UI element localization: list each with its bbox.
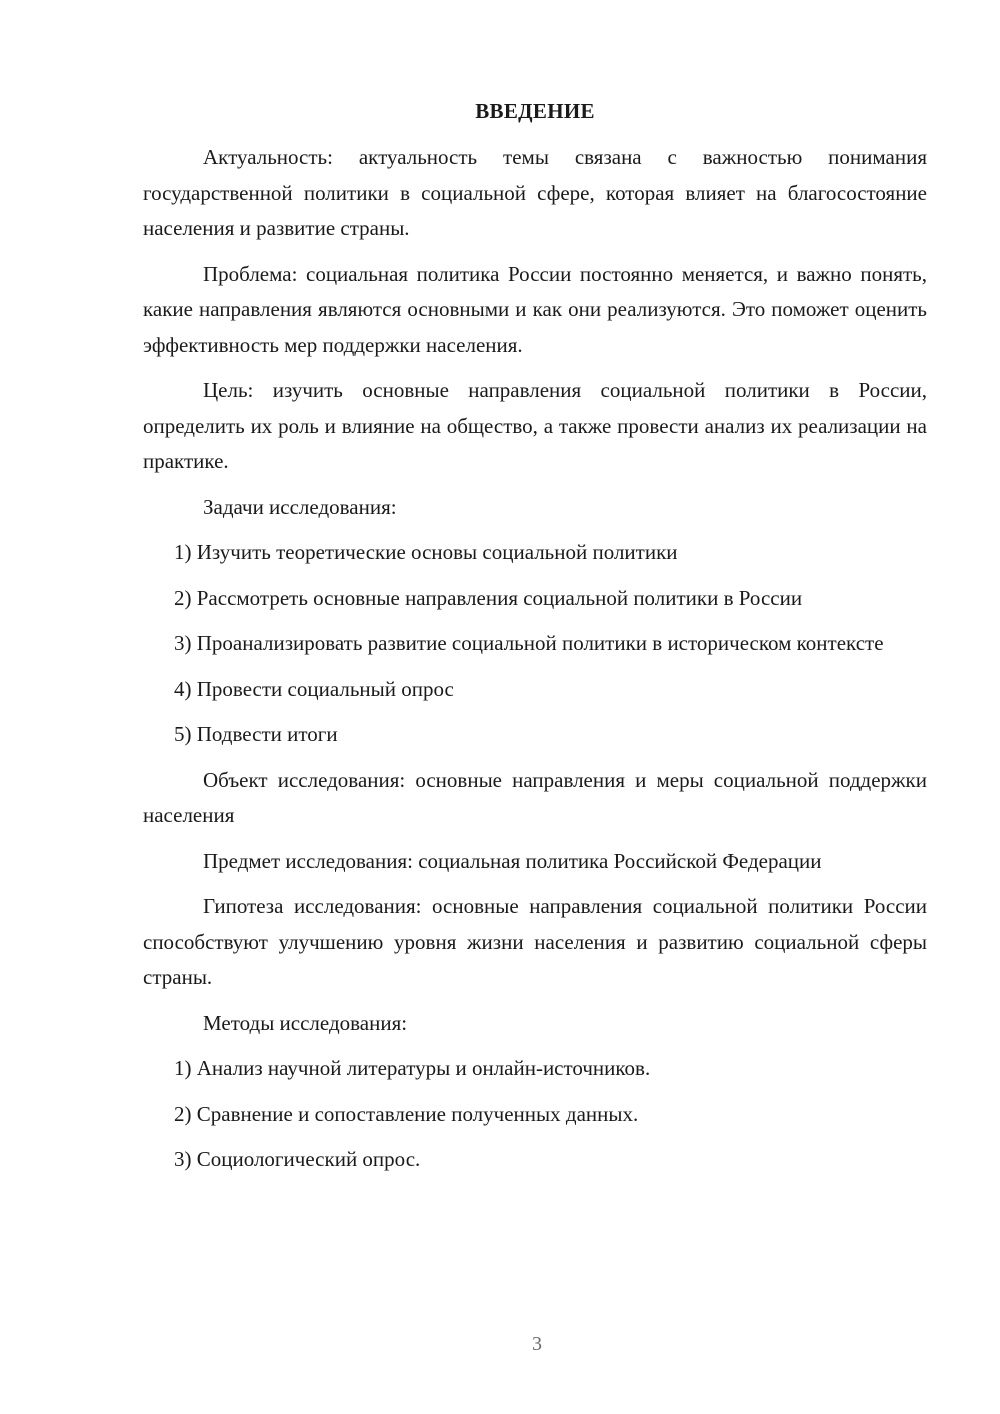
- paragraph-subject: Предмет исследования: социальная политика Российской Федерации: [203, 848, 822, 873]
- paragraph-object: Объект исследования: основные направления и меры социальной поддержки населения: [143, 767, 927, 827]
- paragraph-goal: Цель: изучить основные направления социальной политики в России, определить их роль и влияние на общество, а также провести анализ их реализации на практике.: [143, 378, 927, 473]
- list-item: 5) Подвести итоги: [174, 722, 338, 746]
- tasks-heading: Задачи исследования:: [203, 494, 397, 519]
- methods-list: [143, 1051, 927, 1178]
- page-number: 3: [532, 1333, 542, 1355]
- list-item: 1) Анализ научной литературы и онлайн-источников.: [174, 1056, 651, 1080]
- tasks-list: [143, 535, 927, 753]
- section-title: ВВЕДЕНИЕ: [475, 99, 595, 123]
- list-item: 4) Провести социальный опрос: [174, 676, 454, 701]
- list-item: 1) Изучить теоретические основы социальной политики: [174, 540, 678, 564]
- list-item: 3) Проанализировать развитие социальной политики в историческом контексте: [174, 631, 884, 655]
- paragraph-relevance: Актуальность: актуальность темы связана с важностью понимания государственной политики в социальной сфере, которая влияет на благосостояние населения и развитие страны.: [143, 145, 927, 240]
- paragraph-problem: Проблема: социальная политика России постоянно меняется, и важно понять, какие направления являются основными и как они реализуются. Это поможет оценить эффективность мер поддержки населения.: [143, 261, 927, 357]
- page-content: [143, 96, 927, 1188]
- methods-heading: Методы исследования:: [203, 1010, 408, 1035]
- paragraph-hypothesis: Гипотеза исследования: основные направления социальной политики России способствуют улучшению уровня жизни населения и развитию социальной сферы страны.: [143, 894, 927, 989]
- list-item: 2) Сравнение и сопоставление полученных данных.: [174, 1101, 639, 1126]
- list-item: 3) Социологический опрос.: [174, 1147, 421, 1171]
- list-item: 2) Рассмотреть основные направления социальной политики в России: [174, 585, 803, 610]
